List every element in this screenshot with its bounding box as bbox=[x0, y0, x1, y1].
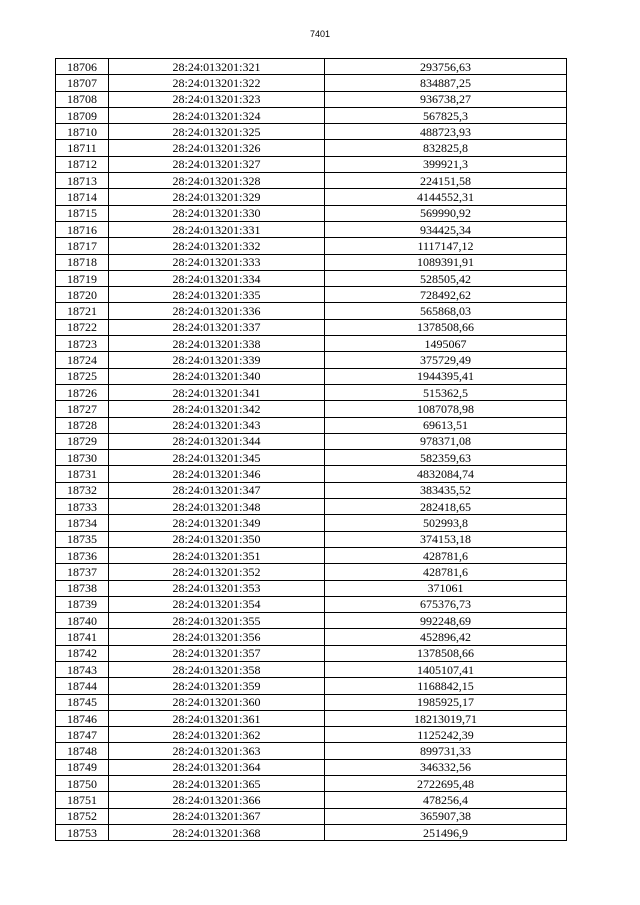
cadastral-number-cell: 28:24:013201:332 bbox=[109, 238, 325, 254]
row-number-cell: 18731 bbox=[56, 466, 109, 482]
cadastral-value-cell: 428781,6 bbox=[325, 564, 567, 580]
row-number-cell: 18723 bbox=[56, 336, 109, 352]
cadastral-value-cell: 565868,03 bbox=[325, 303, 567, 319]
table-row bbox=[56, 254, 567, 270]
cadastral-number-cell: 28:24:013201:353 bbox=[109, 580, 325, 596]
table-row bbox=[56, 401, 567, 417]
row-number-cell: 18734 bbox=[56, 515, 109, 531]
table-body bbox=[56, 59, 567, 841]
row-number-cell: 18735 bbox=[56, 531, 109, 547]
row-number-cell: 18720 bbox=[56, 287, 109, 303]
row-number-cell: 18710 bbox=[56, 124, 109, 140]
row-number-cell: 18708 bbox=[56, 91, 109, 107]
cadastral-number-cell: 28:24:013201:341 bbox=[109, 384, 325, 400]
row-number-cell: 18706 bbox=[56, 59, 109, 75]
cadastral-value-cell: 365907,38 bbox=[325, 808, 567, 824]
cadastral-value-cell: 18213019,71 bbox=[325, 710, 567, 726]
cadastral-number-cell: 28:24:013201:321 bbox=[109, 59, 325, 75]
cadastral-number-cell: 28:24:013201:325 bbox=[109, 124, 325, 140]
cadastral-number-cell: 28:24:013201:323 bbox=[109, 91, 325, 107]
row-number-cell: 18746 bbox=[56, 710, 109, 726]
table-row bbox=[56, 678, 567, 694]
table-row bbox=[56, 59, 567, 75]
table-row bbox=[56, 336, 567, 352]
cadastral-number-cell: 28:24:013201:327 bbox=[109, 156, 325, 172]
table-row bbox=[56, 303, 567, 319]
cadastral-number-cell: 28:24:013201:366 bbox=[109, 792, 325, 808]
table-row bbox=[56, 238, 567, 254]
cadastral-value-cell: 2722695,48 bbox=[325, 776, 567, 792]
table-row bbox=[56, 808, 567, 824]
row-number-cell: 18737 bbox=[56, 564, 109, 580]
cadastral-value-cell: 832825,8 bbox=[325, 140, 567, 156]
table-row bbox=[56, 629, 567, 645]
row-number-cell: 18718 bbox=[56, 254, 109, 270]
cadastral-value-cell: 834887,25 bbox=[325, 75, 567, 91]
row-number-cell: 18724 bbox=[56, 352, 109, 368]
cadastral-number-cell: 28:24:013201:350 bbox=[109, 531, 325, 547]
cadastral-number-cell: 28:24:013201:343 bbox=[109, 417, 325, 433]
row-number-cell: 18715 bbox=[56, 205, 109, 221]
row-number-cell: 18739 bbox=[56, 596, 109, 612]
cadastral-number-cell: 28:24:013201:324 bbox=[109, 107, 325, 123]
cadastral-number-cell: 28:24:013201:358 bbox=[109, 661, 325, 677]
cadastral-value-table bbox=[55, 58, 567, 841]
row-number-cell: 18736 bbox=[56, 547, 109, 563]
table-row bbox=[56, 124, 567, 140]
row-number-cell: 18730 bbox=[56, 450, 109, 466]
cadastral-value-cell: 1405107,41 bbox=[325, 661, 567, 677]
table-row bbox=[56, 189, 567, 205]
row-number-cell: 18726 bbox=[56, 384, 109, 400]
cadastral-value-cell: 371061 bbox=[325, 580, 567, 596]
cadastral-value-cell: 978371,08 bbox=[325, 433, 567, 449]
cadastral-number-cell: 28:24:013201:340 bbox=[109, 368, 325, 384]
row-number-cell: 18727 bbox=[56, 401, 109, 417]
table-row bbox=[56, 156, 567, 172]
cadastral-number-cell: 28:24:013201:322 bbox=[109, 75, 325, 91]
page-number: 7401 bbox=[309, 29, 331, 39]
table-row bbox=[56, 792, 567, 808]
cadastral-number-cell: 28:24:013201:331 bbox=[109, 221, 325, 237]
cadastral-value-cell: 1495067 bbox=[325, 336, 567, 352]
cadastral-value-cell: 1168842,15 bbox=[325, 678, 567, 694]
table-row bbox=[56, 450, 567, 466]
table-row bbox=[56, 824, 567, 840]
cadastral-value-cell: 1378508,66 bbox=[325, 319, 567, 335]
table-row bbox=[56, 759, 567, 775]
row-number-cell: 18713 bbox=[56, 173, 109, 189]
cadastral-value-cell: 4144552,31 bbox=[325, 189, 567, 205]
cadastral-value-cell: 374153,18 bbox=[325, 531, 567, 547]
cadastral-number-cell: 28:24:013201:346 bbox=[109, 466, 325, 482]
row-number-cell: 18733 bbox=[56, 499, 109, 515]
cadastral-number-cell: 28:24:013201:363 bbox=[109, 743, 325, 759]
cadastral-value-cell: 528505,42 bbox=[325, 270, 567, 286]
table-row bbox=[56, 417, 567, 433]
table-row bbox=[56, 645, 567, 661]
cadastral-number-cell: 28:24:013201:360 bbox=[109, 694, 325, 710]
cadastral-number-cell: 28:24:013201:339 bbox=[109, 352, 325, 368]
cadastral-value-cell: 567825,3 bbox=[325, 107, 567, 123]
cadastral-number-cell: 28:24:013201:329 bbox=[109, 189, 325, 205]
table-row bbox=[56, 596, 567, 612]
cadastral-number-cell: 28:24:013201:365 bbox=[109, 776, 325, 792]
cadastral-value-cell: 1944395,41 bbox=[325, 368, 567, 384]
cadastral-number-cell: 28:24:013201:349 bbox=[109, 515, 325, 531]
row-number-cell: 18742 bbox=[56, 645, 109, 661]
row-number-cell: 18729 bbox=[56, 433, 109, 449]
row-number-cell: 18750 bbox=[56, 776, 109, 792]
row-number-cell: 18711 bbox=[56, 140, 109, 156]
row-number-cell: 18753 bbox=[56, 824, 109, 840]
row-number-cell: 18714 bbox=[56, 189, 109, 205]
row-number-cell: 18740 bbox=[56, 613, 109, 629]
row-number-cell: 18747 bbox=[56, 727, 109, 743]
cadastral-value-cell: 478256,4 bbox=[325, 792, 567, 808]
table-row bbox=[56, 221, 567, 237]
cadastral-number-cell: 28:24:013201:333 bbox=[109, 254, 325, 270]
table-row bbox=[56, 564, 567, 580]
row-number-cell: 18709 bbox=[56, 107, 109, 123]
table-row bbox=[56, 776, 567, 792]
row-number-cell: 18749 bbox=[56, 759, 109, 775]
cadastral-value-cell: 251496,9 bbox=[325, 824, 567, 840]
cadastral-number-cell: 28:24:013201:336 bbox=[109, 303, 325, 319]
cadastral-value-cell: 1087078,98 bbox=[325, 401, 567, 417]
row-number-cell: 18716 bbox=[56, 221, 109, 237]
table-row bbox=[56, 384, 567, 400]
row-number-cell: 18722 bbox=[56, 319, 109, 335]
cadastral-value-cell: 488723,93 bbox=[325, 124, 567, 140]
cadastral-number-cell: 28:24:013201:326 bbox=[109, 140, 325, 156]
cadastral-value-cell: 899731,33 bbox=[325, 743, 567, 759]
table-row bbox=[56, 694, 567, 710]
cadastral-number-cell: 28:24:013201:354 bbox=[109, 596, 325, 612]
table-row bbox=[56, 352, 567, 368]
cadastral-value-cell: 934425,34 bbox=[325, 221, 567, 237]
cadastral-number-cell: 28:24:013201:347 bbox=[109, 482, 325, 498]
row-number-cell: 18752 bbox=[56, 808, 109, 824]
row-number-cell: 18732 bbox=[56, 482, 109, 498]
cadastral-value-cell: 452896,42 bbox=[325, 629, 567, 645]
table-row bbox=[56, 287, 567, 303]
row-number-cell: 18712 bbox=[56, 156, 109, 172]
cadastral-number-cell: 28:24:013201:342 bbox=[109, 401, 325, 417]
cadastral-number-cell: 28:24:013201:334 bbox=[109, 270, 325, 286]
table-row bbox=[56, 515, 567, 531]
cadastral-value-cell: 346332,56 bbox=[325, 759, 567, 775]
cadastral-number-cell: 28:24:013201:367 bbox=[109, 808, 325, 824]
cadastral-value-cell: 992248,69 bbox=[325, 613, 567, 629]
cadastral-number-cell: 28:24:013201:344 bbox=[109, 433, 325, 449]
table-row bbox=[56, 547, 567, 563]
row-number-cell: 18728 bbox=[56, 417, 109, 433]
cadastral-value-cell: 1378508,66 bbox=[325, 645, 567, 661]
table-row bbox=[56, 613, 567, 629]
cadastral-value-cell: 1985925,17 bbox=[325, 694, 567, 710]
cadastral-value-cell: 383435,52 bbox=[325, 482, 567, 498]
cadastral-value-cell: 936738,27 bbox=[325, 91, 567, 107]
table-row bbox=[56, 531, 567, 547]
cadastral-value-cell: 4832084,74 bbox=[325, 466, 567, 482]
cadastral-number-cell: 28:24:013201:357 bbox=[109, 645, 325, 661]
table-row bbox=[56, 580, 567, 596]
cadastral-value-cell: 1089391,91 bbox=[325, 254, 567, 270]
cadastral-value-cell: 502993,8 bbox=[325, 515, 567, 531]
cadastral-value-cell: 399921,3 bbox=[325, 156, 567, 172]
row-number-cell: 18751 bbox=[56, 792, 109, 808]
row-number-cell: 18744 bbox=[56, 678, 109, 694]
table-row bbox=[56, 368, 567, 384]
cadastral-number-cell: 28:24:013201:330 bbox=[109, 205, 325, 221]
cadastral-value-cell: 675376,73 bbox=[325, 596, 567, 612]
row-number-cell: 18725 bbox=[56, 368, 109, 384]
cadastral-number-cell: 28:24:013201:337 bbox=[109, 319, 325, 335]
table-row bbox=[56, 433, 567, 449]
cadastral-value-cell: 69613,51 bbox=[325, 417, 567, 433]
row-number-cell: 18738 bbox=[56, 580, 109, 596]
table-row bbox=[56, 743, 567, 759]
cadastral-value-cell: 728492,62 bbox=[325, 287, 567, 303]
cadastral-number-cell: 28:24:013201:348 bbox=[109, 499, 325, 515]
row-number-cell: 18707 bbox=[56, 75, 109, 91]
cadastral-number-cell: 28:24:013201:355 bbox=[109, 613, 325, 629]
cadastral-value-cell: 428781,6 bbox=[325, 547, 567, 563]
cadastral-number-cell: 28:24:013201:362 bbox=[109, 727, 325, 743]
cadastral-number-cell: 28:24:013201:364 bbox=[109, 759, 325, 775]
table-row bbox=[56, 499, 567, 515]
table-row bbox=[56, 140, 567, 156]
cadastral-value-cell: 1117147,12 bbox=[325, 238, 567, 254]
cadastral-value-cell: 1125242,39 bbox=[325, 727, 567, 743]
cadastral-number-cell: 28:24:013201:359 bbox=[109, 678, 325, 694]
row-number-cell: 18743 bbox=[56, 661, 109, 677]
cadastral-value-cell: 224151,58 bbox=[325, 173, 567, 189]
table-row bbox=[56, 661, 567, 677]
table-row bbox=[56, 270, 567, 286]
cadastral-number-cell: 28:24:013201:356 bbox=[109, 629, 325, 645]
row-number-cell: 18741 bbox=[56, 629, 109, 645]
cadastral-value-cell: 293756,63 bbox=[325, 59, 567, 75]
table-row bbox=[56, 91, 567, 107]
cadastral-number-cell: 28:24:013201:368 bbox=[109, 824, 325, 840]
row-number-cell: 18721 bbox=[56, 303, 109, 319]
cadastral-value-cell: 375729,49 bbox=[325, 352, 567, 368]
table-row bbox=[56, 75, 567, 91]
table-row bbox=[56, 173, 567, 189]
cadastral-value-cell: 515362,5 bbox=[325, 384, 567, 400]
cadastral-value-cell: 282418,65 bbox=[325, 499, 567, 515]
table-row bbox=[56, 727, 567, 743]
table-row bbox=[56, 466, 567, 482]
cadastral-value-cell: 582359,63 bbox=[325, 450, 567, 466]
cadastral-number-cell: 28:24:013201:352 bbox=[109, 564, 325, 580]
table-row bbox=[56, 205, 567, 221]
table-row bbox=[56, 319, 567, 335]
cadastral-number-cell: 28:24:013201:345 bbox=[109, 450, 325, 466]
cadastral-number-cell: 28:24:013201:335 bbox=[109, 287, 325, 303]
table-row bbox=[56, 710, 567, 726]
row-number-cell: 18717 bbox=[56, 238, 109, 254]
row-number-cell: 18748 bbox=[56, 743, 109, 759]
cadastral-number-cell: 28:24:013201:351 bbox=[109, 547, 325, 563]
row-number-cell: 18745 bbox=[56, 694, 109, 710]
table-row bbox=[56, 482, 567, 498]
row-number-cell: 18719 bbox=[56, 270, 109, 286]
cadastral-value-cell: 569990,92 bbox=[325, 205, 567, 221]
cadastral-number-cell: 28:24:013201:338 bbox=[109, 336, 325, 352]
cadastral-number-cell: 28:24:013201:328 bbox=[109, 173, 325, 189]
cadastral-number-cell: 28:24:013201:361 bbox=[109, 710, 325, 726]
table-row bbox=[56, 107, 567, 123]
